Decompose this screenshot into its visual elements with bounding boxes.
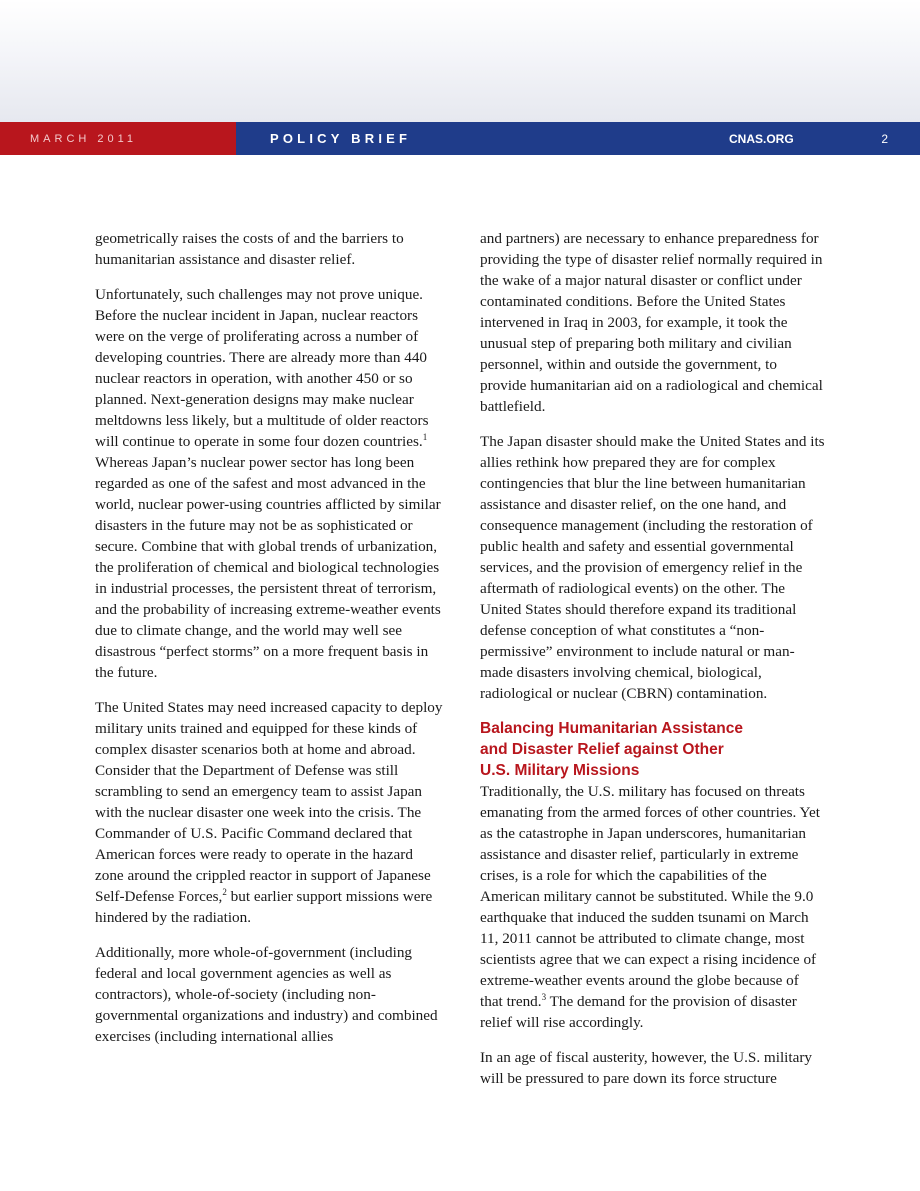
- paragraph: The United States may need increased capacity to deploy military units trained and equipped for these kinds of complex disaster scenarios both at home and abroad. Consider that the Department of Defense was still scrambling to send an emergency team to assist Japan with the nuclear disaster one week into the crisis. The Commander of U.S. Pacific Command declared that American forces were ready to operate in the hazard zone around the crippled reactor in support of Japanese Self-Defense Forces,$^2$ but earlier support missions were hindered by the radiation.: [95, 699, 443, 926]
- footnote-ref[interactable]: 3: [541, 991, 547, 1002]
- paragraph: Unfortunately, such challenges may not prove unique. Before the nuclear incident in Japan, nuclear reactors were on the verge of proliferating across a number of developing countries. There are already more than 440 nuclear reactors in operation, with another 450 or so planned. Next-generation designs may make nuclear meltdowns less likely, but a multitude of older reactors will continue to operate in some four dozen countries.$^1$ Whereas Japan’s nuclear power sector has long been regarded as one of the safest and most advanced in the world, nuclear power-using countries afflicted by similar disasters in the future may not be as sophisticated or secure. Combine that with global trends of urbanization, the proliferation of chemical and biological technologies in industrial processes, the persistent threat of terrorism, and the probability of increasing extreme-weather events due to climate change, and the world may well see disastrous “perfect storms” on a more frequent basis in the future.: [95, 286, 441, 681]
- footnote-ref[interactable]: 2: [222, 886, 227, 897]
- section-heading: Balancing Humanitarian Assistance and Disaster Relief against Other U.S. Military Missions: [480, 720, 744, 779]
- header-bar: [0, 122, 920, 155]
- page-top-gradient: [0, 0, 920, 122]
- right-column: [480, 228, 825, 1103]
- header-site-link[interactable]: CNAS.ORG: [729, 131, 794, 146]
- footnote-ref[interactable]: 1: [422, 431, 428, 442]
- header-title: POLICY BRIEF: [270, 131, 412, 146]
- paragraph: The Japan disaster should make the United States and its allies rethink how prepared they are for complex contingencies that blur the line between humanitarian assistance and disaster relief, on the one hand, and consequence management (including the restoration of public health and safety and essential governmental services, and the provision of emergency relief in the aftermath of radiological events) on the other. The United States should therefore expand its traditional defense conception of what constitutes a “non-permissive” environment to include natural or man-made disasters involving chemical, biological, radiological or nuclear (CBRN) contamination.: [480, 433, 825, 702]
- page-number: 2: [881, 131, 888, 146]
- header-date-block: [0, 122, 236, 155]
- paragraph: Traditionally, the U.S. military has focused on threats emanating from the armed forces of other countries. Yet as the catastrophe in Japan underscores, humanitarian assistance and disaster relief, particularly in extreme crises, is a role for which the capabilities of the American military cannot be substituted. While the 9.0 earthquake that induced the sudden tsunami on March 11, 2011 cannot be attributed to climate change, most scientists agree that we can expect a rising incidence of extreme-weather events around the globe because of that trend.$^3$ The demand for the provision of disaster relief will rise accordingly.: [480, 783, 820, 1031]
- header-date: MARCH 2011: [30, 132, 138, 145]
- paragraph: and partners) are necessary to enhance preparedness for providing the type of disaster relief normally required in the wake of a major natural disaster or conflict under contaminated conditions. Before the United States intervened in Iraq in 2003, for example, it took the unusual step of preparing both military and civilian personnel, within and outside the government, to provide humanitarian aid on a radiological and chemical battlefield.: [480, 230, 823, 415]
- paragraph: Additionally, more whole-of-government (including federal and local government agencies as well as contractors), whole-of-society (including non-governmental organizations and industry) and combined exercises (including international allies: [95, 944, 438, 1045]
- paragraph: geometrically raises the costs of and the barriers to humanitarian assistance and disaster relief.: [95, 230, 404, 268]
- paragraph: In an age of fiscal austerity, however, the U.S. military will be pressured to pare down its force structure: [480, 1049, 813, 1087]
- header-title-block: [236, 122, 920, 155]
- left-column: [95, 228, 445, 1061]
